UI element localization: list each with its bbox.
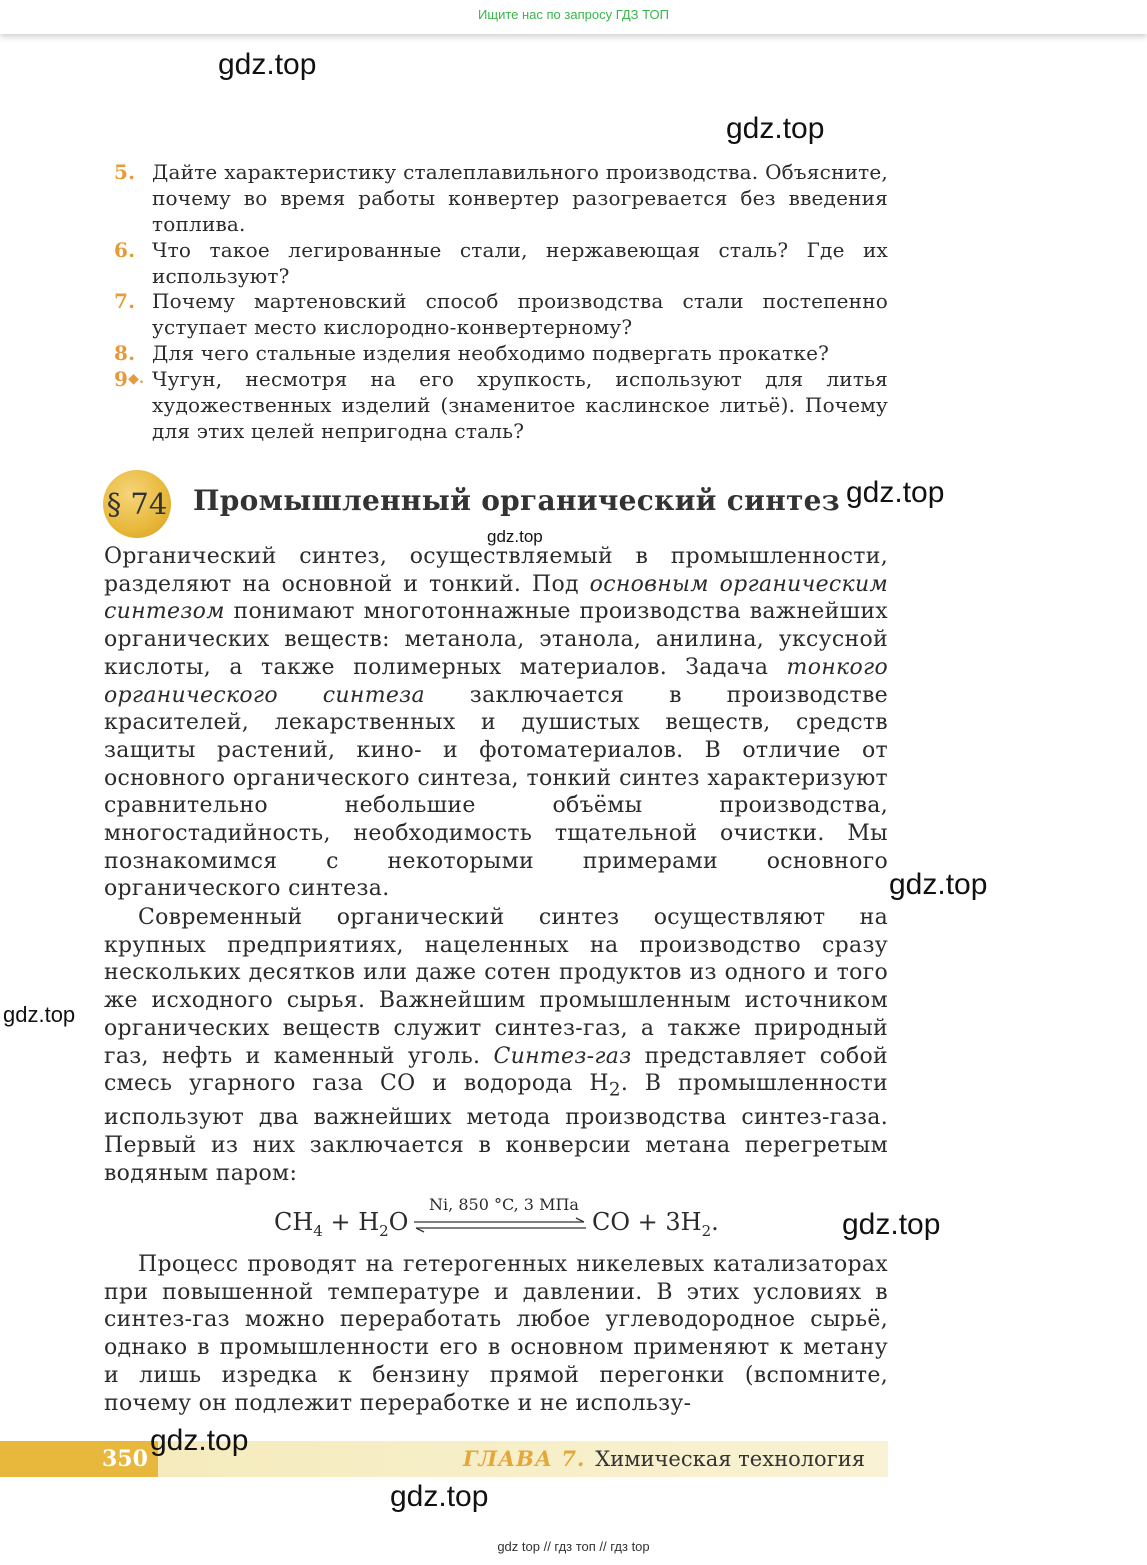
question-item bbox=[114, 237, 888, 289]
watermark: gdz.top bbox=[846, 476, 945, 509]
watermark: gdz.top bbox=[889, 868, 988, 901]
search-hint-link[interactable]: Ищите нас по запросу ГДЗ ТОП bbox=[478, 7, 669, 22]
watermark: gdz.top bbox=[218, 48, 317, 81]
question-number: 5. bbox=[114, 160, 136, 184]
question-number: 9◆. bbox=[114, 367, 145, 391]
question-text: Почему мартеновский способ производства стали постепенно уступает место кислородно-конвертерному? bbox=[152, 289, 888, 339]
chemical-equation bbox=[274, 1196, 734, 1246]
question-item bbox=[114, 340, 888, 366]
watermark: gdz.top bbox=[150, 1424, 249, 1457]
reaction-conditions: Ni, 850 °C, 3 МПа bbox=[429, 1195, 579, 1214]
question-number: 8. bbox=[114, 341, 136, 365]
body-paragraph: Процесс проводят на гетерогенных никелевых катализаторах при повышенной температуре и давлении. В этих условиях в синтез-газ можно переработать любое углеводородное сырьё, однако в промышленности его в основном применяют к метану и лишь изредка к бензину прямой перегонки (вспомните, почему он подлежит переработке и не использу- bbox=[104, 1252, 888, 1416]
equation-reactants: $CH_4 + H_2O$ bbox=[274, 1208, 409, 1240]
question-item bbox=[114, 288, 888, 340]
difficulty-marker-icon: ◆. bbox=[128, 371, 145, 387]
term-emphasis: Синтез-газ bbox=[493, 1043, 632, 1069]
question-number: 7. bbox=[114, 289, 136, 313]
section-title: Промышленный органический синтез bbox=[193, 484, 840, 517]
watermark: gdz.top bbox=[390, 1480, 489, 1513]
equilibrium-arrow-icon bbox=[412, 1217, 588, 1233]
question-number: 6. bbox=[114, 238, 136, 262]
top-banner bbox=[0, 0, 1147, 34]
watermark: gdz.top bbox=[726, 112, 825, 145]
page-number: 350 bbox=[0, 1441, 158, 1477]
chapter-running-head bbox=[463, 1446, 865, 1471]
section-badge: § 74 bbox=[103, 470, 171, 538]
question-text: Дайте характеристику сталеплавильного производства. Объясните, почему во время работы конвертер разогревается без введения топлива. bbox=[152, 160, 888, 236]
question-item bbox=[114, 159, 888, 237]
question-text: Для чего стальные изделия необходимо подвергать прокатке? bbox=[152, 341, 830, 365]
watermark: gdz.top bbox=[487, 527, 543, 546]
watermark: gdz.top bbox=[842, 1208, 941, 1241]
chapter-label: ГЛАВА 7. bbox=[463, 1446, 586, 1471]
equation-products: CO + $3H_2$. bbox=[592, 1208, 719, 1240]
body-paragraph: Современный органический синтез осуществляют на крупных предприятиях, нацеленных на производство сразу нескольких десятков или даже сотен продуктов из одного и того же исходного сырья. Важнейшим промышленным источником органических веществ служит синтез-газ, а также природный газ, нефть и каменный уголь. Синтез-газ представляет собой смесь угарного газа CO и водорода $H_2$. В промышленности используют два важнейших метода производства синтез-газа. Первый из них заключается в конверсии метана перегретым водяным паром: bbox=[104, 905, 888, 1186]
body-paragraph: Органический синтез, осуществляемый в промышленности, разделяют на основной и тонкий. Под основным органическим синтезом понимают многотоннажные производства важнейших органических веществ: метанола, этанола, анилина, уксусной кислоты, а также полимерных материалов. Задача тонкого органического синтеза заключается в производстве красителей, лекарственных и душистых веществ, средств защиты растений, кино- и фотоматериалов. В отличие от основного органического синтеза, тонкий синтез характеризуют сравнительно небольшие объёмы производства, многостадийность, необходимость тщательной очистки. Мы познакомимся с некоторыми примерами основного органического синтеза. bbox=[104, 544, 888, 902]
question-item bbox=[114, 366, 888, 444]
watermark: gdz.top bbox=[3, 1002, 76, 1027]
question-text: Что такое легированные стали, нержавеющая сталь? Где их используют? bbox=[152, 238, 888, 288]
term-emphasis: тонкого органического синтеза bbox=[104, 654, 888, 708]
bottom-links[interactable]: gdz top // гдз топ // гдз top bbox=[497, 1539, 650, 1554]
question-text: Чугун, несмотря на его хрупкость, используют для литья художественных изделий (знаменитое каслинское литьё). Почему для этих целей непригодна сталь? bbox=[152, 367, 888, 443]
chapter-title: Химическая технология bbox=[595, 1447, 865, 1471]
term-emphasis: основным органическим синтезом bbox=[104, 571, 888, 625]
